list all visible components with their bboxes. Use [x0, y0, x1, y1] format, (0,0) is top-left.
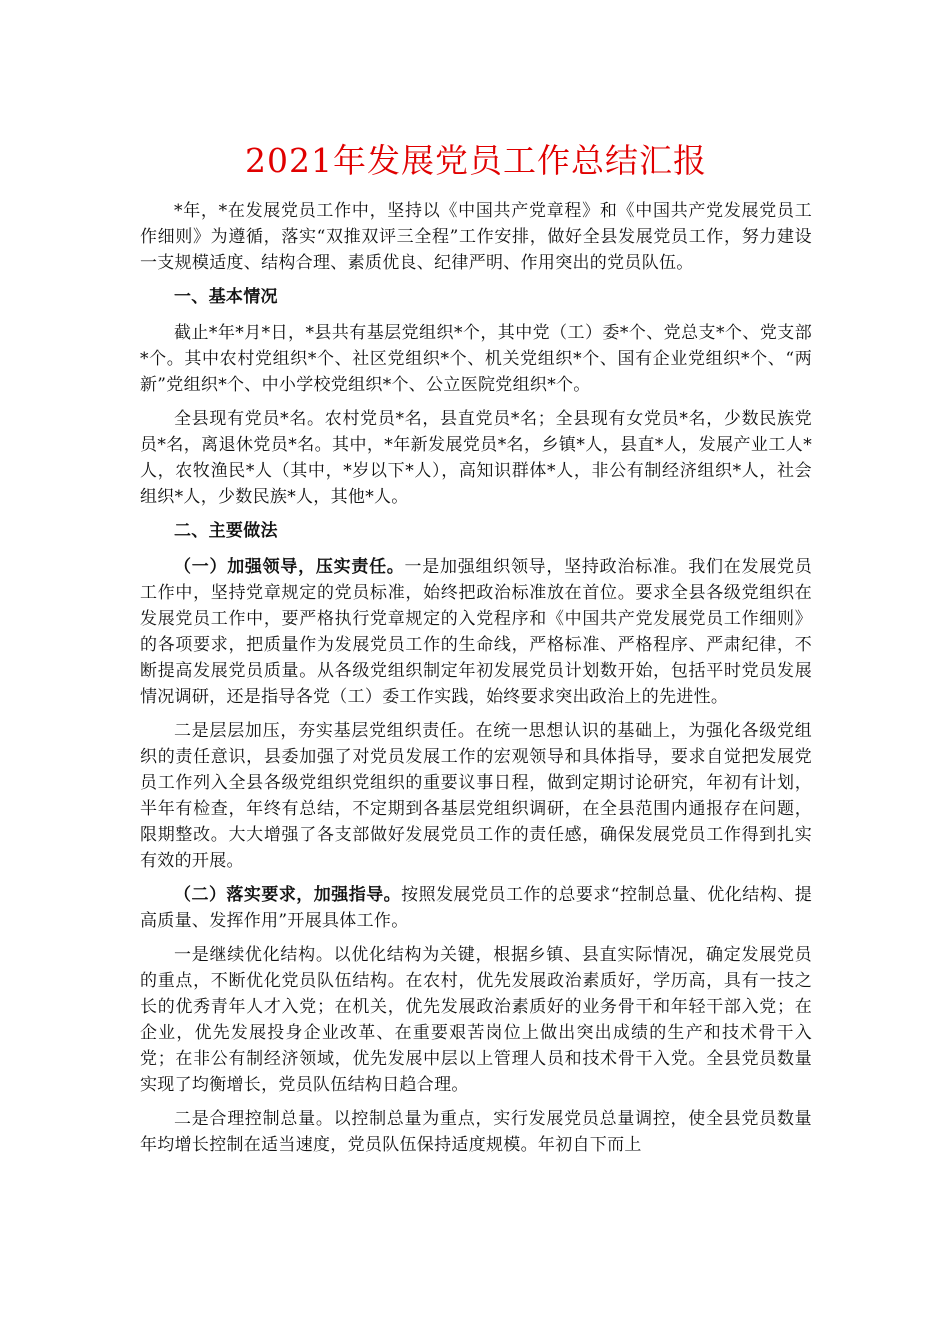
basic-paragraph-organizations: 截止*年*月*日，*县共有基层党组织*个，其中党（工）委*个、党总支*个、党支部*个。其中农村党组织*个、社区党组织*个、机关党组织*个、国有企业党组织*个、“两新”党组织*个、中小学校党组织*个、公立医院党组织*个。: [140, 323, 812, 395]
subsection-2-text: 按照发展党员工作的总要求“控制总量、优化结构、提高质量、发挥作用”开展具体工作。: [140, 885, 812, 931]
subsection-2-paragraph-2: 一是继续优化结构。以优化结构为关键，根据乡镇、县直实际情况，确定发展党员的重点，不断优化党员队伍结构。在农村，优先发展政治素质好，学历高，具有一技之长的优秀青年人才入党；在机关，优先发展政治素质好的业务骨干和年轻干部入党；在企业，优先发展投身企业改革、在重要艰苦岗位上做出突出成绩的生产和技术骨干入党；在非公有制经济领域，优先发展中层以上管理人员和技术骨干入党。全县党员数量实现了均衡增长，党员队伍结构日趋合理。: [140, 945, 812, 1095]
subsection-1-paragraph: [140, 554, 812, 710]
intro-paragraph: *年，*在发展党员工作中，坚持以《中国共产党章程》和《中国共产党发展党员工作细则》为遵循，落实“双推双评三全程”工作安排，做好全县发展党员工作，努力建设一支规模适度、结构合理、素质优良、纪律严明、作用突出的党员队伍。: [140, 201, 812, 273]
subsection-2-paragraph: [140, 882, 812, 934]
section-heading-basic: 一、基本情况: [174, 287, 278, 307]
section-heading-practices: 二、主要做法: [174, 521, 278, 541]
basic-paragraph-members: 全县现有党员*名。农村党员*名，县直党员*名；全县现有女党员*名，少数民族党员*名，离退休党员*名。其中，*年新发展党员*名，乡镇*人，县直*人，发展产业工人*人，农牧渔民*人（其中，*岁以下*人），高知识群体*人，非公有制经济组织*人，社会组织*人，少数民族*人，其他*人。: [140, 409, 812, 507]
subsection-2-lead: （二）落实要求，加强指导。: [174, 885, 402, 905]
subsection-1-lead: （一）加强领导，压实责任。: [174, 557, 405, 577]
subsection-2-paragraph-3: 二是合理控制总量。以控制总量为重点，实行发展党员总量调控，使全县党员数量年均增长控制在适当速度，党员队伍保持适度规模。年初自下而上: [140, 1109, 812, 1155]
subsection-1-paragraph-2: 二是层层加压，夯实基层党组织责任。在统一思想认识的基础上，为强化各级党组织的责任意识，县委加强了对党员发展工作的宏观领导和具体指导，要求自觉把发展党员工作列入全县各级党组织党组织的重要议事日程，做到定期讨论研究，年初有计划，半年有检查，年终有总结，不定期到各基层党组织调研，在全县范围内通报存在问题，限期整改。大大增强了各支部做好发展党员工作的责任感，确保发展党员工作得到扎实有效的开展。: [140, 721, 812, 871]
document-body: [140, 138, 812, 1166]
subsection-1-text: 一是加强组织领导，坚持政治标准。我们在发展党员工作中，坚持党章规定的党员标准，始终把政治标准放在首位。要求全县各级党组织在发展党员工作中，要严格执行党章规定的入党程序和《中国共产党发展党员工作细则》的各项要求，把质量作为发展党员工作的生命线，严格标准、严格程序、严肃纪律，不断提高发展党员质量。从各级党组织制定年初发展党员计划数开始，包括平时党员发展情况调研，还是指导各党（工）委工作实践，始终要求突出政治上的先进性。: [140, 557, 812, 707]
document-title: 2021年发展党员工作总结汇报: [245, 141, 707, 180]
